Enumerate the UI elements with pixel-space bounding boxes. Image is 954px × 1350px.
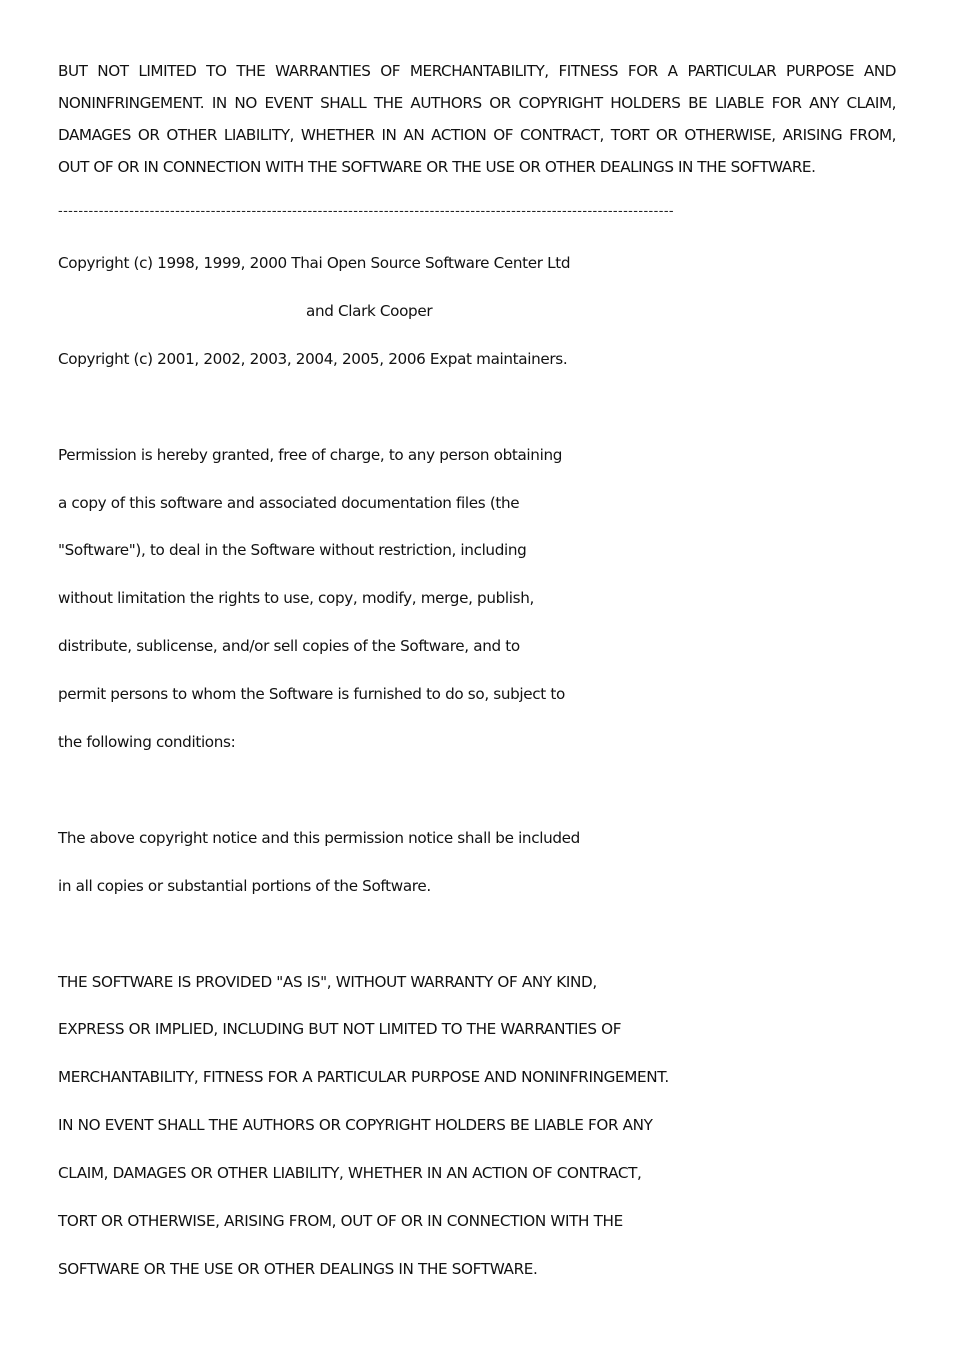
intro-line: BUT NOT LIMITED TO THE WARRANTIES OF MERCHANTABILITY, FITNESS FOR A PARTICULAR PURPOSE AND — [58, 62, 896, 80]
intro-paragraph — [58, 55, 896, 183]
disclaimer-line: IN NO EVENT SHALL THE AUTHORS OR COPYRIGHT HOLDERS BE LIABLE FOR ANY — [58, 1116, 653, 1134]
disclaimer-line: EXPRESS OR IMPLIED, INCLUDING BUT NOT LIMITED TO THE WARRANTIES OF — [58, 1020, 622, 1038]
permission-line: a copy of this software and associated documentation files (the — [58, 494, 520, 512]
copyright-line-3: Copyright (c) 2001, 2002, 2003, 2004, 2005, 2006 Expat maintainers. — [58, 350, 568, 368]
notice-line: The above copyright notice and this permission notice shall be included — [58, 829, 580, 847]
permission-line: "Software"), to deal in the Software without restriction, including — [58, 541, 527, 559]
intro-line: NONINFRINGEMENT. IN NO EVENT SHALL THE AUTHORS OR COPYRIGHT HOLDERS BE LIABLE FOR ANY CLAIM, — [58, 94, 896, 112]
disclaimer-line: TORT OR OTHERWISE, ARISING FROM, OUT OF OR IN CONNECTION WITH THE — [58, 1212, 623, 1230]
copyright-line-2: and Clark Cooper — [306, 302, 433, 320]
copyright-line-1: Copyright (c) 1998, 1999, 2000 Thai Open Source Software Center Ltd — [58, 254, 571, 272]
disclaimer-line: CLAIM, DAMAGES OR OTHER LIABILITY, WHETHER IN AN ACTION OF CONTRACT, — [58, 1164, 642, 1182]
permission-line: permit persons to whom the Software is furnished to do so, subject to — [58, 685, 565, 703]
permission-line: distribute, sublicense, and/or sell copies of the Software, and to — [58, 637, 520, 655]
notice-line: in all copies or substantial portions of the Software. — [58, 877, 431, 895]
permission-line: Permission is hereby granted, free of charge, to any person obtaining — [58, 446, 563, 464]
disclaimer-line: THE SOFTWARE IS PROVIDED "AS IS", WITHOUT WARRANTY OF ANY KIND, — [58, 973, 597, 991]
disclaimer-line: MERCHANTABILITY, FITNESS FOR A PARTICULAR PURPOSE AND NONINFRINGEMENT. — [58, 1068, 669, 1086]
permission-line: without limitation the rights to use, copy, modify, merge, publish, — [58, 589, 534, 607]
intro-line: OUT OF OR IN CONNECTION WITH THE SOFTWARE OR THE USE OR OTHER DEALINGS IN THE SOFTWARE. — [58, 158, 816, 176]
intro-line: DAMAGES OR OTHER LIABILITY, WHETHER IN AN ACTION OF CONTRACT, TORT OR OTHERWISE, ARISING FROM, — [58, 126, 896, 144]
permission-line: the following conditions: — [58, 733, 236, 751]
section-divider: ------------------------------------------------------------------------------------------------------------------------- — [58, 204, 675, 219]
disclaimer-line: SOFTWARE OR THE USE OR OTHER DEALINGS IN THE SOFTWARE. — [58, 1260, 538, 1278]
